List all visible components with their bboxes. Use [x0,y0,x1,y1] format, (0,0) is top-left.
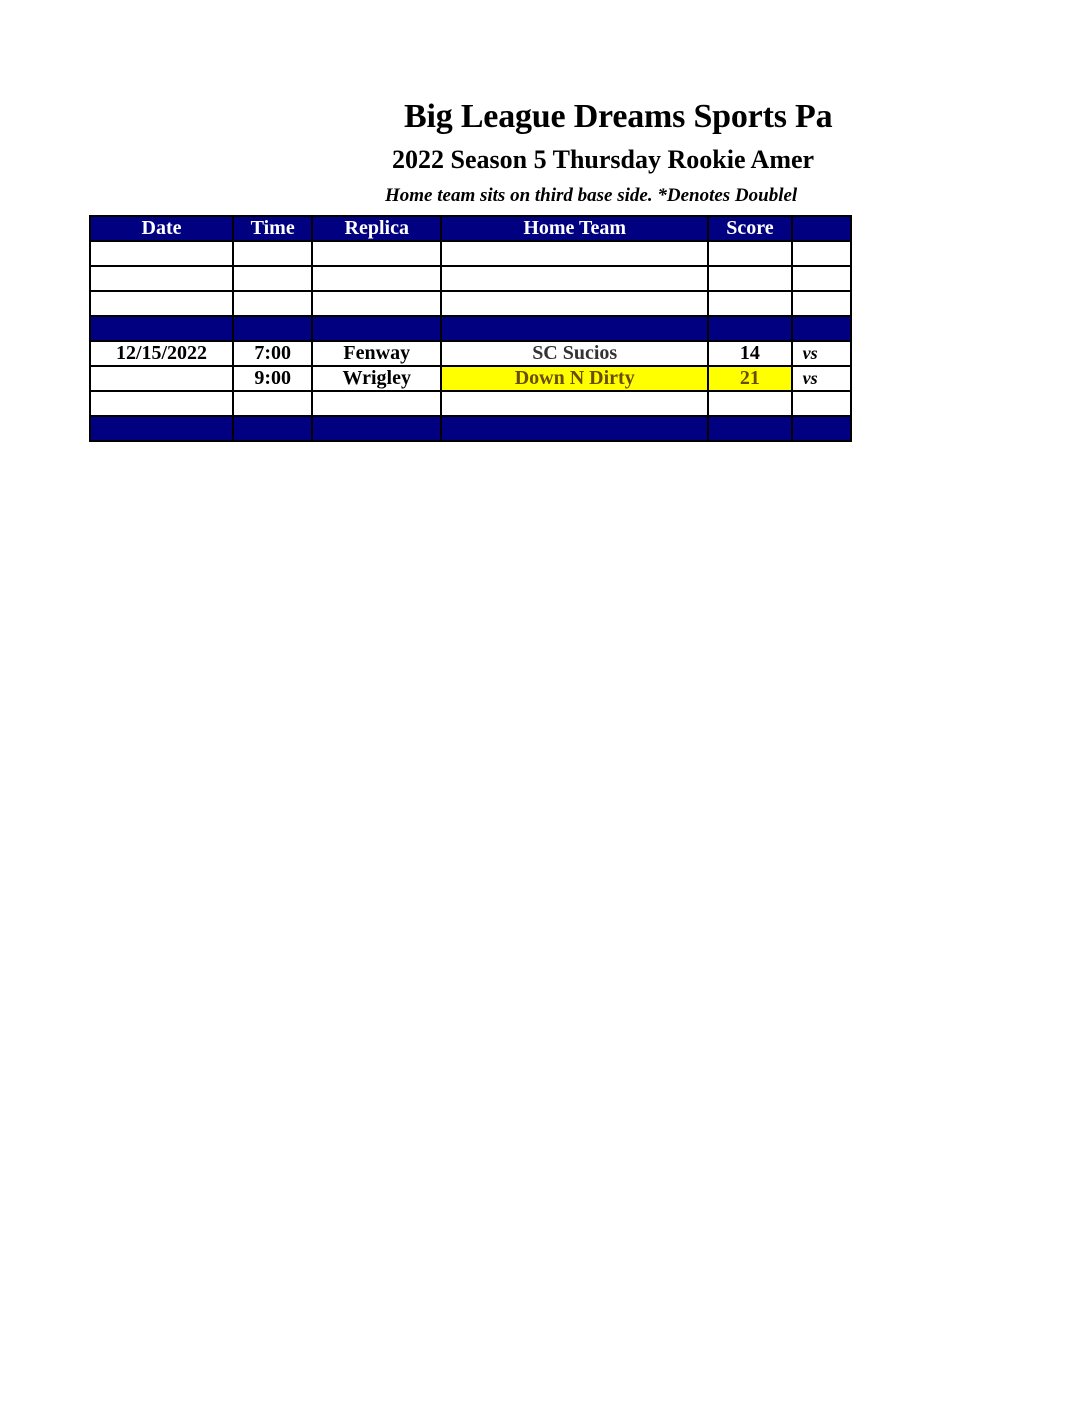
table-row-empty [90,241,851,266]
column-header-blank [792,216,851,241]
table-row-game [90,366,851,391]
game-home-team-winner: Down N Dirty [441,366,708,391]
game-time: 7:00 [233,341,312,366]
table-row-game [90,341,851,366]
game-replica: Fenway [312,341,441,366]
column-header-home-team: Home Team [441,216,708,241]
page-subtitle: 2022 Season 5 Thursday Rookie Amer [392,145,815,174]
game-replica: Wrigley [312,366,441,391]
schedule-table [89,215,852,442]
column-header-replica: Replica [312,216,441,241]
page-note: Home team sits on third base side. *Denotes Doublel [385,185,798,206]
column-header-score: Score [708,216,791,241]
game-vs: vs [792,341,851,366]
page-title: Big League Dreams Sports Pa [404,98,833,135]
game-date [90,366,233,391]
table-row-empty [90,291,851,316]
game-time: 9:00 [233,366,312,391]
column-header-time: Time [233,216,312,241]
table-row-empty [90,391,851,416]
game-home-team: SC Sucios [441,341,708,366]
table-separator-row [90,316,851,341]
game-score: 14 [708,341,791,366]
game-vs: vs [792,366,851,391]
column-header-date: Date [90,216,233,241]
game-score-winner: 21 [708,366,791,391]
table-row-empty [90,266,851,291]
table-header-row [90,216,851,241]
game-date: 12/15/2022 [90,341,233,366]
table-separator-row [90,416,851,441]
